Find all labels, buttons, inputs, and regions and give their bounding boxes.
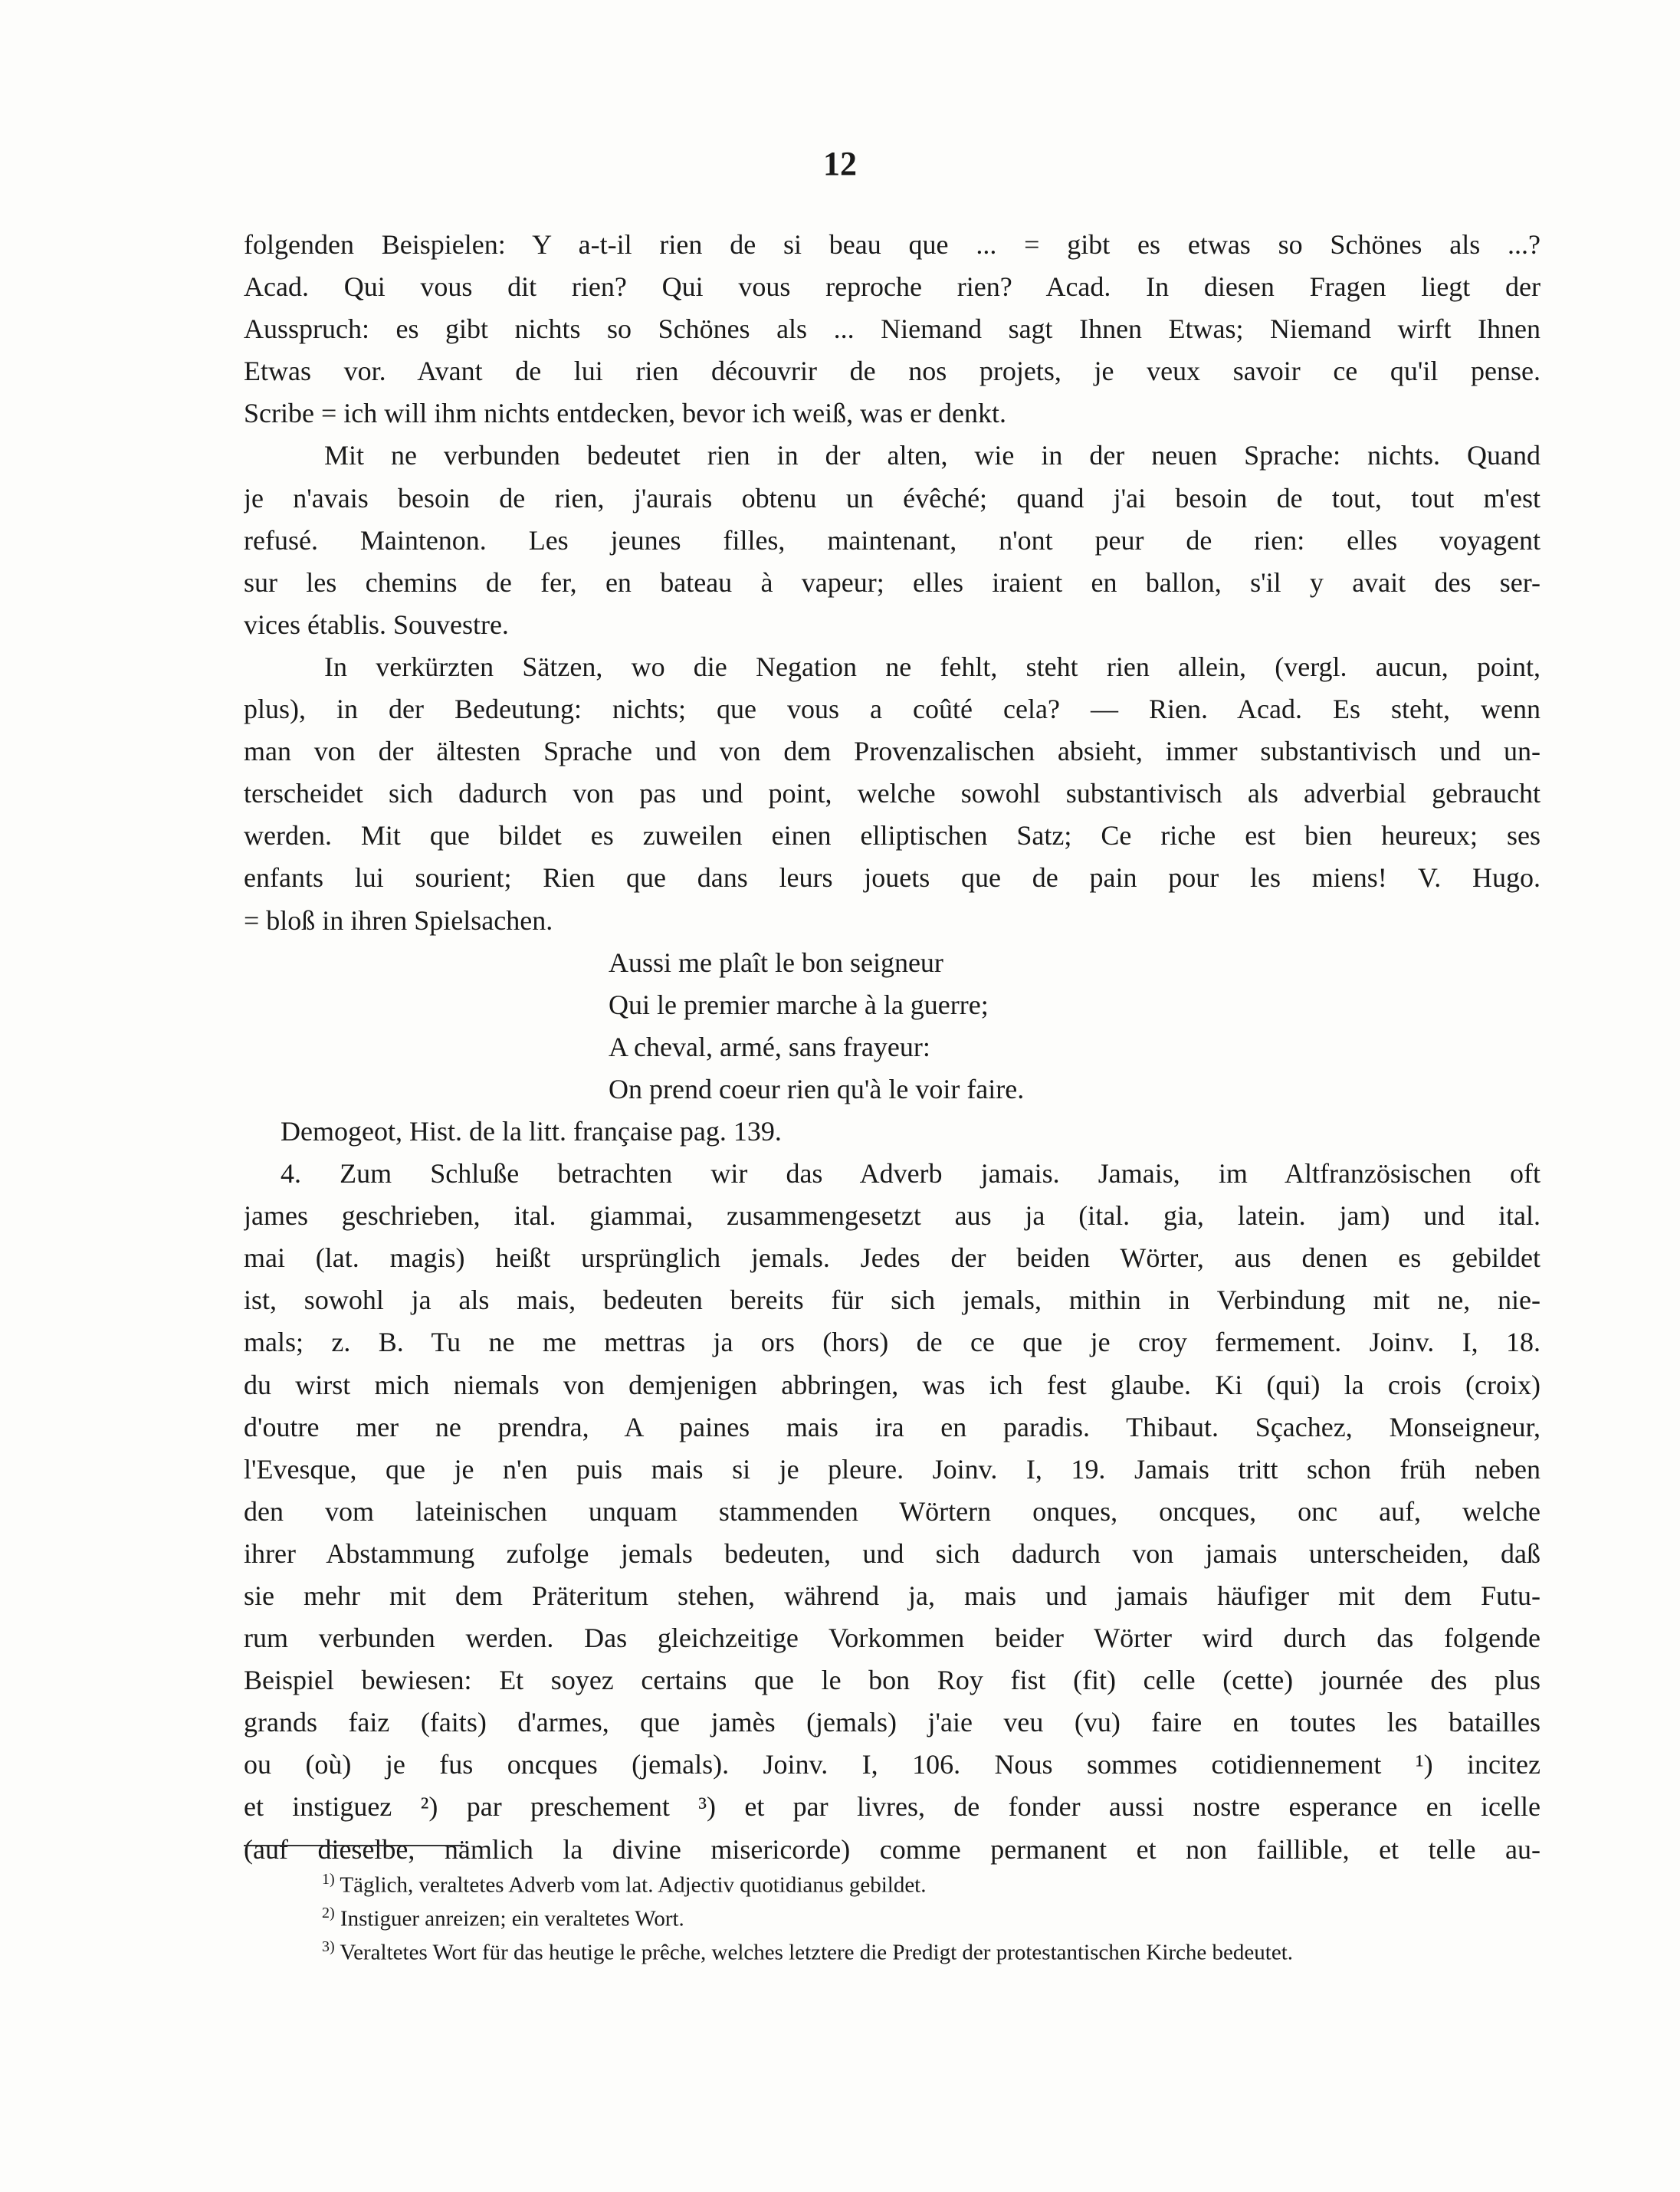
text-line: sie mehr mit dem Präteritum stehen, während ja, mais und jamais häufiger mit dem Futu- (244, 1580, 1541, 1611)
poem-line: On prend coeur rien qu'à le voir faire. (609, 1073, 1025, 1104)
text-line: In verkürzten Sätzen, wo die Negation ne fehlt, steht rien allein, (vergl. aucun, point, (324, 651, 1541, 682)
footnote-mark: 2) (322, 1905, 335, 1921)
footnote-text: Täglich, veraltetes Adverb vom lat. Adjectiv quotidianus gebildet. (340, 1872, 927, 1898)
main-text (244, 224, 1541, 1871)
text-line: ihrer Abstammung zufolge jemals bedeuten, und sich dadurch von jamais unterscheiden, daß (244, 1537, 1541, 1569)
text-line: enfants lui sourient; Rien que dans leurs jouets que de pain pour les miens! V. Hugo. (244, 862, 1541, 894)
text-line: Beispiel bewiesen: Et soyez certains que le bon Roy fist (fit) celle (cette) journée des plus (244, 1665, 1541, 1696)
text-line: = bloß in ihren Spielsachen. (244, 904, 553, 936)
footnotes (322, 1862, 1548, 1964)
text-line: Acad. Qui vous dit rien? Qui vous reproche rien? Acad. In diesen Fragen liegt der (244, 271, 1541, 303)
footnote-mark: 1) (322, 1871, 335, 1888)
text-line: james geschrieben, ital. giammai, zusammengesetzt aus ja (ital. gia, latein. jam) und ital. (244, 1200, 1541, 1232)
footnote (322, 1896, 1548, 1930)
text-line: Scribe = ich will ihm nichts entdecken, bevor ich weiß, was er denkt. (244, 398, 1007, 429)
footnote (322, 1862, 1548, 1896)
poem-line: Qui le premier marche à la guerre; (609, 989, 989, 1020)
text-line: grands faiz (faits) d'armes, que jamès (jemals) j'aie veu (vu) faire en toutes les batailles (244, 1707, 1541, 1738)
text-line: du wirst mich niemals von demjenigen abbringen, was ich fest glaube. Ki (qui) la crois (croix) (244, 1369, 1541, 1400)
text-line: d'outre mer ne prendra, A paines mais ira en paradis. Thibaut. Sçachez, Monseigneur, (244, 1411, 1541, 1442)
text-line: terscheidet sich dadurch von pas und point, welche sowohl substantivisch als adverbial gebraucht (244, 778, 1541, 809)
poem-line: A cheval, armé, sans frayeur: (609, 1031, 930, 1062)
text-line: den vom lateinischen unquam stammenden Wörtern onques, oncques, onc auf, welche (244, 1495, 1541, 1527)
text-line: ou (où) je fus oncques (jemals). Joinv. I, 106. Nous sommes cotidiennement ¹) incitez (244, 1749, 1541, 1780)
text-line: ist, sowohl ja als mais, bedeuten bereits für sich jemals, mithin in Verbindung mit ne, nie- (244, 1285, 1541, 1316)
text-line: Mit ne verbunden bedeutet rien in der alten, wie in der neuen Sprache: nichts. Quand (324, 440, 1541, 471)
text-line: mai (lat. magis) heißt ursprünglich jemals. Jedes der beiden Wörter, aus denen es gebildet (244, 1242, 1541, 1274)
page-number: 12 (823, 145, 857, 182)
text-line: 4. Zum Schluße betrachten wir das Adverb jamais. Jamais, im Altfranzösischen oft (281, 1158, 1541, 1190)
text-line: werden. Mit que bildet es zuweilen einen elliptischen Satz; Ce riche est bien heureux; ses (244, 820, 1541, 852)
footnote-text: Veraltetes Wort für das heutige le prêche, welches letztere die Predigt der protestantischen Kirche bedeutet. (340, 1940, 1294, 1965)
text-line: je n'avais besoin de rien, j'aurais obtenu un évêché; quand j'ai besoin de tout, tout m'est (244, 482, 1541, 514)
text-line: mals; z. B. Tu ne me mettras ja ors (hors) de ce que je croy fermement. Joinv. I, 18. (244, 1327, 1541, 1358)
text-line: Ausspruch: es gibt nichts so Schönes als ... Niemand sagt Ihnen Etwas; Niemand wirft Ihnen (244, 313, 1541, 345)
text-line: et instiguez ²) par preschement ³) et par livres, de fonder aussi nostre esperance en icelle (244, 1791, 1541, 1823)
text-line: sur les chemins de fer, en bateau à vapeur; elles iraient en ballon, s'il y avait des ser- (244, 566, 1541, 598)
text-line: Etwas vor. Avant de lui rien découvrir de nos projets, je veux savoir ce qu'il pense. (244, 356, 1541, 387)
footnote-mark: 3) (322, 1938, 335, 1955)
footnote-divider (244, 1845, 464, 1846)
text-line: rum verbunden werden. Das gleichzeitige Vorkommen beider Wörter wird durch das folgende (244, 1623, 1541, 1654)
text-line: folgenden Beispielen: Y a-t-il rien de si beau que ... = gibt es etwas so Schönes als ...? (244, 229, 1541, 260)
poem-line: Aussi me plaît le bon seigneur (609, 947, 943, 978)
text-line: l'Evesque, que je n'en puis mais si je pleure. Joinv. I, 19. Jamais tritt schon früh neben (244, 1453, 1541, 1485)
footnote-text: Instiguer anreizen; ein veraltetes Wort. (340, 1906, 684, 1931)
text-line: refusé. Maintenon. Les jeunes filles, maintenant, n'ont peur de rien: elles voyagent (244, 524, 1541, 556)
text-line: plus), in der Bedeutung: nichts; que vous a coûté cela? — Rien. Acad. Es steht, wenn (244, 694, 1541, 725)
poem-source: Demogeot, Hist. de la litt. française pag. 139. (281, 1115, 782, 1147)
footnote (322, 1930, 1548, 1964)
text-line: vices établis. Souvestre. (244, 609, 509, 640)
text-line: man von der ältesten Sprache und von dem Provenzalischen absieht, immer substantivisch und un- (244, 736, 1541, 767)
text-line: (auf dieselbe, nämlich la divine misericorde) comme permanent et non faillible, et telle au- (244, 1833, 1541, 1865)
